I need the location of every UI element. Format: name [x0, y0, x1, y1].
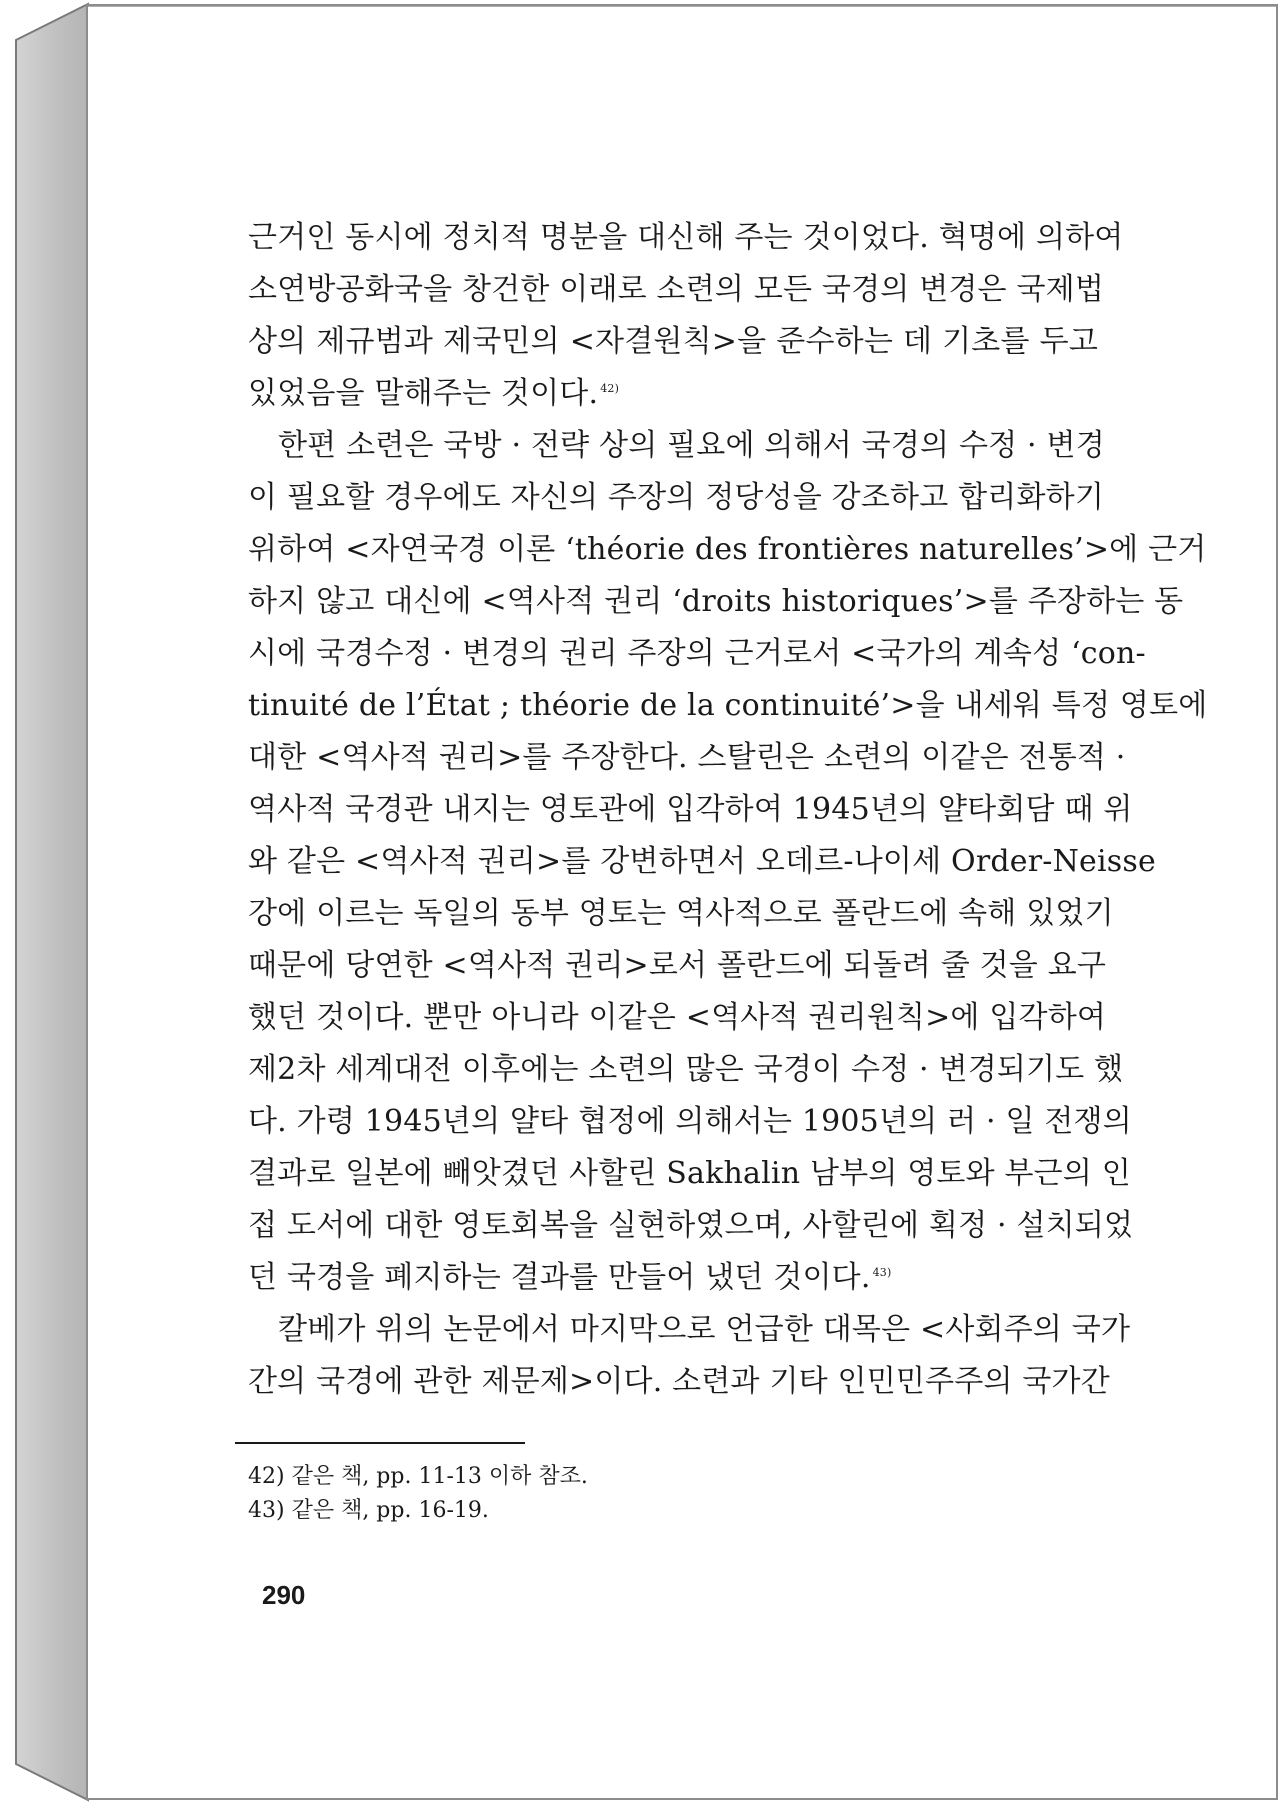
body-line [248, 1252, 1098, 1304]
body-line [248, 628, 1146, 680]
body-line-text: 칼베가 위의 논문에서 마지막으로 언급한 대목은 <사회주의 국가 [278, 1312, 1131, 1347]
body-line-text: 상의 제규범과 제국민의 <자결원칙>을 준수하는 데 기초를 두고 [248, 324, 1098, 359]
body-line-text: 접 도서에 대한 영토회복을 실현하였으며, 사할린에 획정 · 설치되었 [248, 1208, 1134, 1243]
body-line-text: 대한 <역사적 권리>를 주장한다. 스탈린은 소련의 이같은 전통적 · [248, 740, 1126, 775]
page-number: 290 [262, 1580, 306, 1610]
body-line [248, 992, 1107, 1044]
body-line [248, 1304, 1131, 1356]
body-line-text: 던 국경을 폐지하는 결과를 만들어 냈던 것이다. [248, 1260, 871, 1295]
body-line [248, 212, 1124, 264]
body-line [248, 1096, 1132, 1148]
body-line-text: 위하여 <자연국경 이론 ‘théorie des frontières naturelles’>에 근거 [248, 532, 1207, 567]
body-line-text: 와 같은 <역사적 권리>를 강변하면서 오데르-나이세 Order-Neisse [248, 844, 1156, 879]
body-line-text: 근거인 동시에 정치적 명분을 대신해 주는 것이었다. 혁명에 의하여 [248, 220, 1124, 255]
body-text [248, 212, 1208, 1408]
body-line-text: 역사적 국경관 내지는 영토관에 입각하여 1945년의 얄타회담 때 위 [248, 792, 1133, 827]
body-line [248, 316, 1098, 368]
body-line-text: 제2차 세계대전 이후에는 소련의 많은 국경이 수정 · 변경되기도 했 [248, 1052, 1124, 1087]
body-line [248, 732, 1126, 784]
body-line-text: tinuité de l’État ; théorie de la continuité’>을 내세워 특정 영토에 [248, 688, 1208, 723]
body-line-text: 했던 것이다. 뿐만 아니라 이같은 <역사적 권리원칙>에 입각하여 [248, 1000, 1107, 1035]
body-line [248, 420, 1105, 472]
footnote-divider [235, 1442, 525, 1444]
body-line-text: 때문에 당연한 <역사적 권리>로서 폴란드에 되돌려 줄 것을 요구 [248, 948, 1107, 983]
footnote-marker: 43) [872, 1266, 892, 1279]
body-line-text: 한편 소련은 국방 · 전략 상의 필요에 의해서 국경의 수정 · 변경 [278, 428, 1105, 463]
body-line [248, 1356, 1110, 1408]
footnote-42: 42) 같은 책, pp. 11-13 이하 참조. [248, 1464, 588, 1489]
body-line [248, 1148, 1131, 1200]
body-line-text: 다. 가령 1945년의 얄타 협정에 의해서는 1905년의 러 · 일 전쟁의 [248, 1104, 1132, 1139]
body-line-text: 있었음을 말해주는 것이다. [248, 376, 599, 411]
body-line-text: 간의 국경에 관한 제문제>이다. 소련과 기타 인민민주주의 국가간 [248, 1364, 1110, 1399]
footnotes [248, 1460, 1098, 1528]
body-line [248, 524, 1207, 576]
body-line [248, 940, 1107, 992]
body-line-text: 소연방공화국을 창건한 이래로 소련의 모든 국경의 변경은 국제법 [248, 272, 1105, 307]
footnote-43: 43) 같은 책, pp. 16-19. [248, 1498, 489, 1523]
body-line [248, 888, 1114, 940]
body-line [248, 680, 1208, 732]
page-edge-line [88, 6, 1276, 7]
body-line [248, 368, 1098, 420]
body-line-text: 강에 이르는 독일의 동부 영토는 역사적으로 폴란드에 속해 있었기 [248, 896, 1114, 931]
book-spine-edge [0, 0, 100, 1806]
body-line [248, 784, 1133, 836]
body-line-text: 하지 않고 대신에 <역사적 권리 ‘droits historiques’>를 주장하는 동 [248, 584, 1184, 619]
body-line [248, 1044, 1124, 1096]
body-line [248, 264, 1105, 316]
body-line [248, 472, 1105, 524]
body-line [248, 576, 1184, 628]
body-line [248, 1200, 1134, 1252]
footnote-marker: 42) [600, 382, 620, 395]
body-line-text: 이 필요할 경우에도 자신의 주장의 정당성을 강조하고 합리화하기 [248, 480, 1105, 515]
body-line-text: 결과로 일본에 빼앗겼던 사할린 Sakhalin 남부의 영토와 부근의 인 [248, 1156, 1131, 1191]
body-line [248, 836, 1156, 888]
body-line-text: 시에 국경수정 · 변경의 권리 주장의 근거로서 <국가의 계속성 ‘con- [248, 636, 1146, 671]
